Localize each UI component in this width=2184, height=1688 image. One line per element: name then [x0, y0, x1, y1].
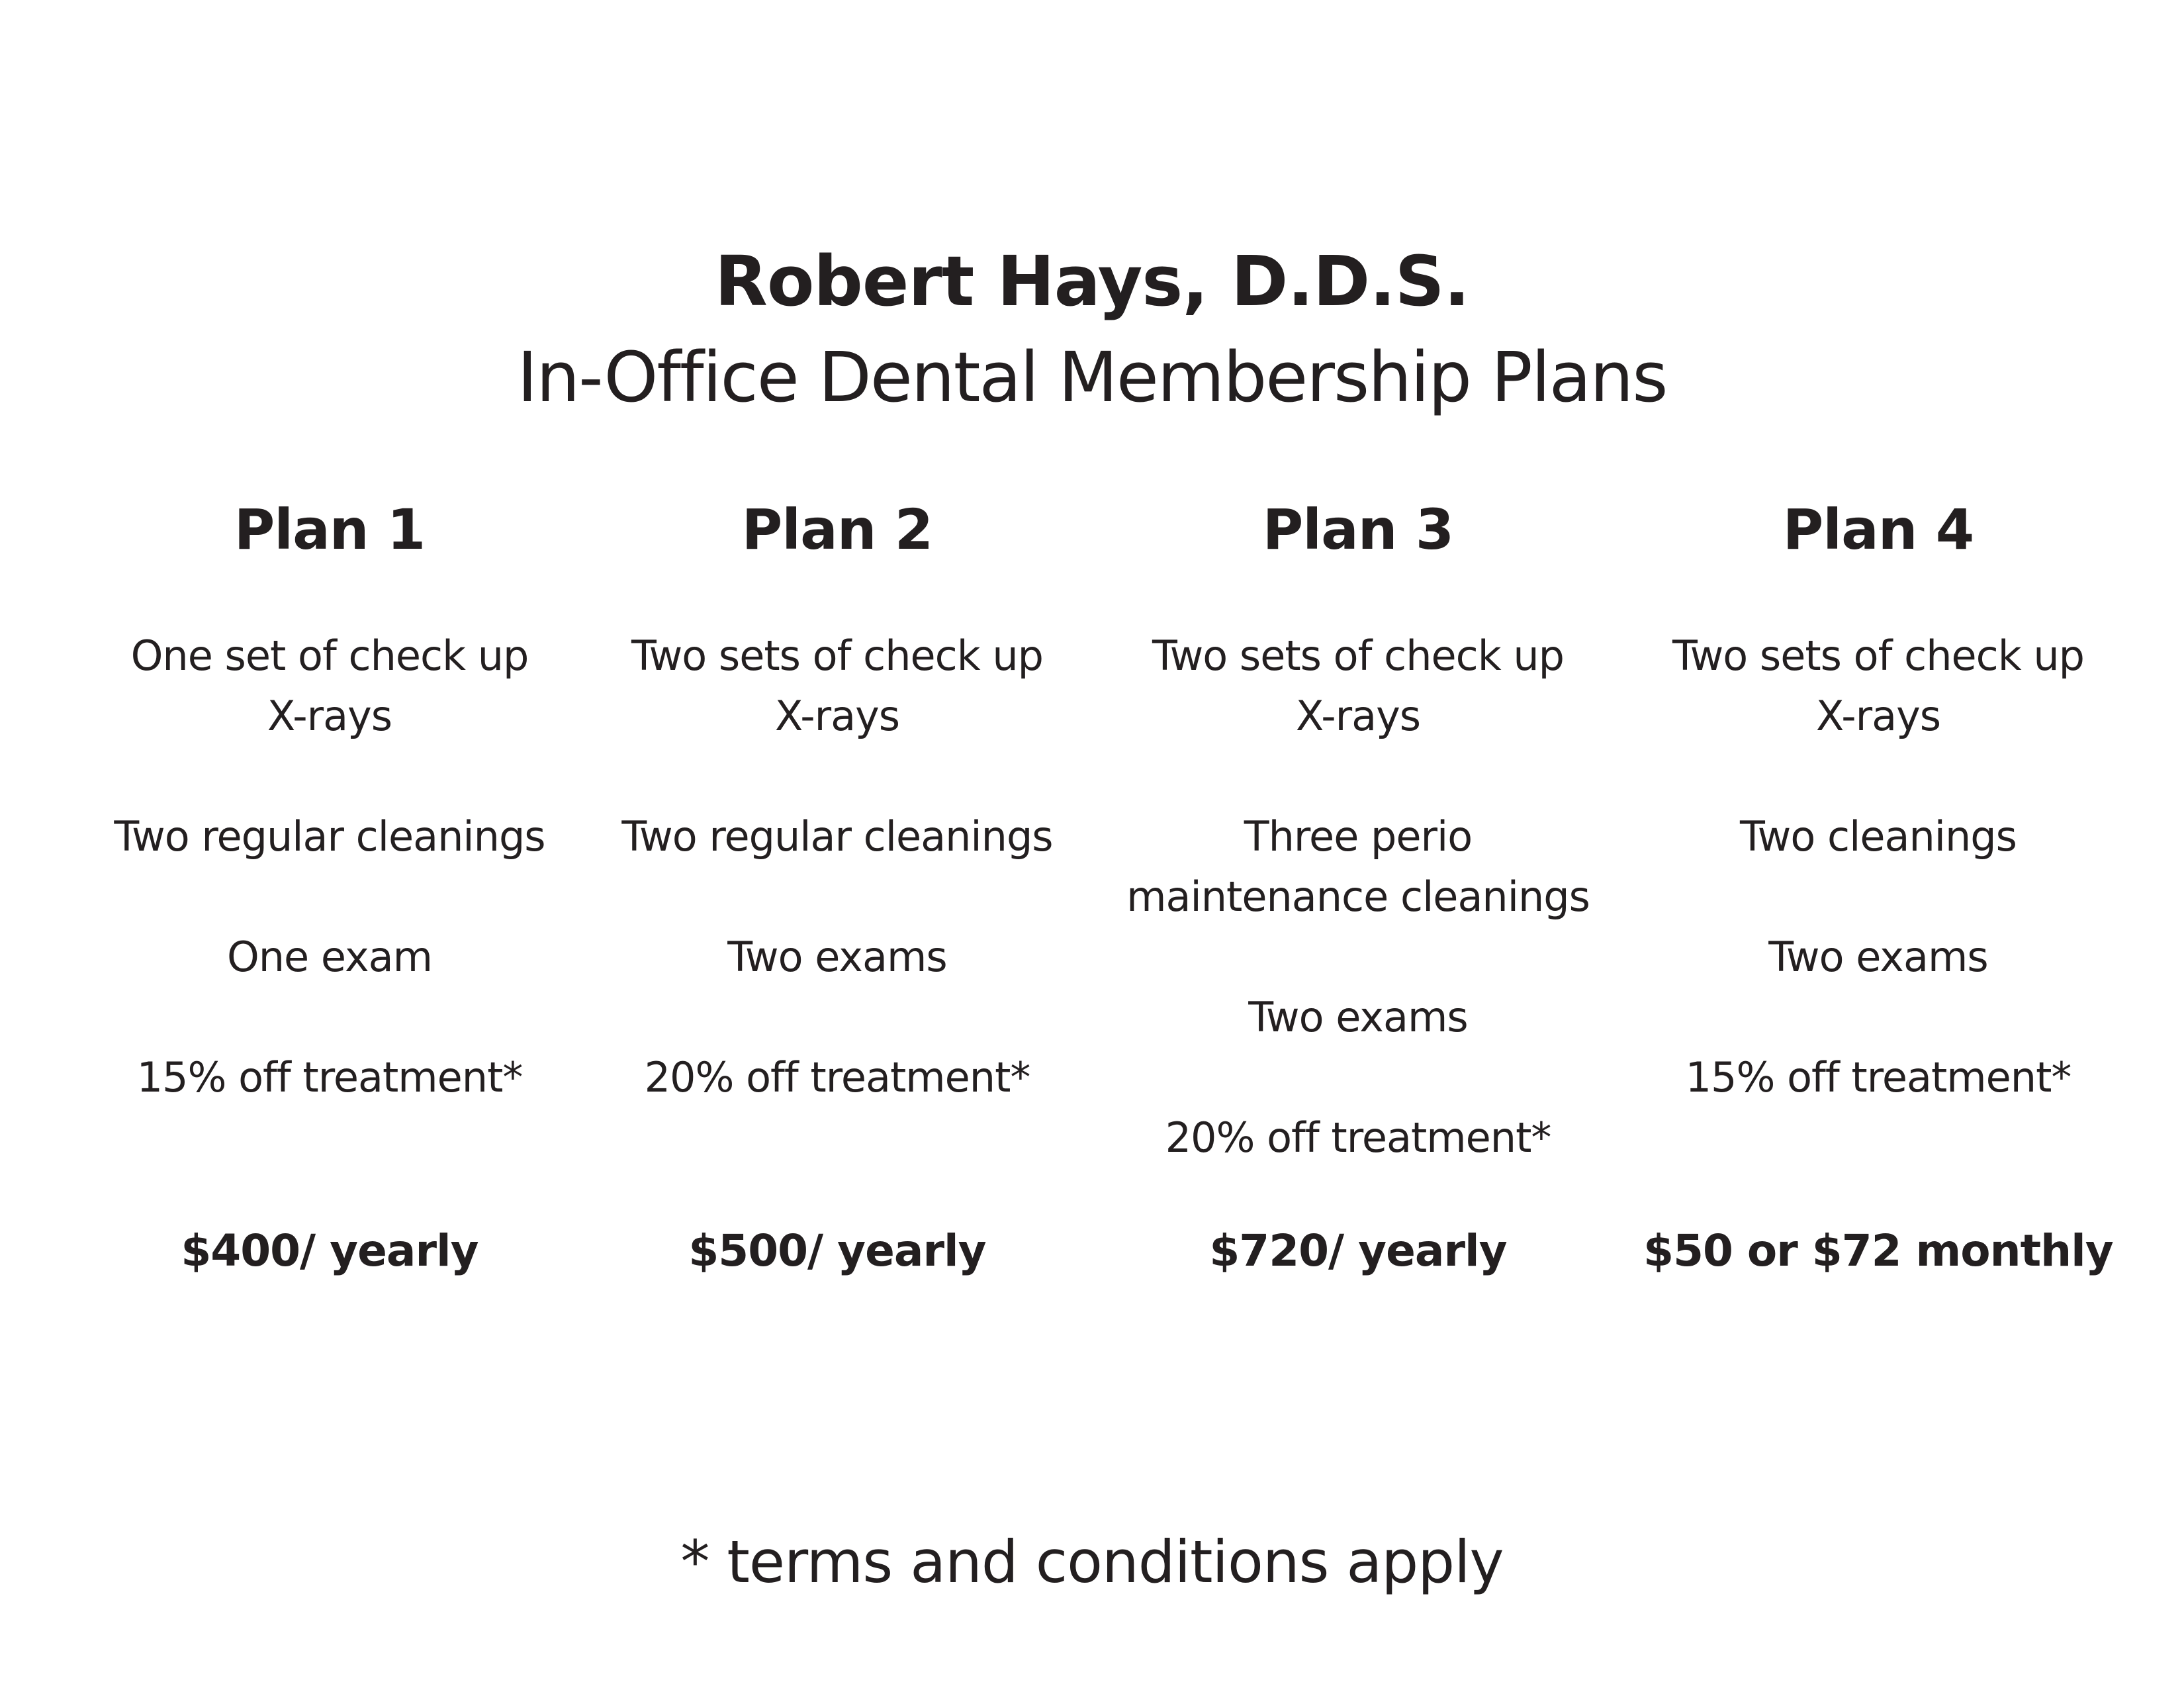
plan-feature-xrays: Two sets of check up X-rays — [631, 632, 1044, 740]
plans-grid — [0, 493, 2184, 1321]
plan-features — [78, 626, 581, 1168]
plan-feature-exams: Two exams — [1248, 993, 1468, 1041]
plan-price: $50 or $72 monthly — [1643, 1225, 2113, 1276]
plan-feature-xrays: One set of check up X-rays — [130, 632, 529, 740]
plan-title: Plan 4 — [1782, 497, 1974, 562]
plan-title: Plan 1 — [234, 497, 426, 562]
plan-features — [586, 626, 1089, 1168]
plan-price: $400/ yearly — [181, 1225, 478, 1276]
plan-feature-discount: 20% off treatment* — [1165, 1113, 1551, 1162]
plan-feature-cleanings: Two regular cleanings — [621, 812, 1053, 861]
plan-column-1 — [78, 493, 581, 1321]
plan-title: Plan 3 — [1262, 497, 1454, 562]
plan-feature-discount: 20% off treatment* — [644, 1053, 1030, 1102]
plan-feature-cleanings: Three perio maintenance cleanings — [1126, 812, 1590, 921]
plan-feature-exams: Two exams — [1768, 933, 1988, 981]
plan-title: Plan 2 — [741, 497, 933, 562]
doctor-name: Robert Hays, D.D.S. — [714, 241, 1470, 322]
plan-feature-xrays: Two sets of check up X-rays — [1152, 632, 1565, 740]
plan-column-2 — [586, 493, 1089, 1321]
plan-features — [1107, 626, 1610, 1228]
terms-footnote: * terms and conditions apply — [680, 1528, 1504, 1596]
plan-column-4 — [1627, 493, 2130, 1321]
plan-column-3 — [1107, 493, 1610, 1321]
plan-feature-exams: One exam — [226, 933, 433, 981]
plan-feature-cleanings: Two regular cleanings — [114, 812, 545, 861]
document-header — [0, 235, 2184, 427]
plan-price: $500/ yearly — [688, 1225, 986, 1276]
plan-feature-cleanings: Two cleanings — [1740, 812, 2017, 861]
plan-feature-discount: 15% off treatment* — [1685, 1053, 2071, 1102]
plan-feature-discount: 15% off treatment* — [136, 1053, 523, 1102]
plan-feature-xrays: Two sets of check up X-rays — [1672, 632, 2085, 740]
document-subtitle: In-Office Dental Membership Plans — [517, 337, 1667, 418]
plan-price: $720/ yearly — [1209, 1225, 1507, 1276]
plan-feature-exams: Two exams — [727, 933, 947, 981]
plan-features — [1627, 626, 2130, 1168]
